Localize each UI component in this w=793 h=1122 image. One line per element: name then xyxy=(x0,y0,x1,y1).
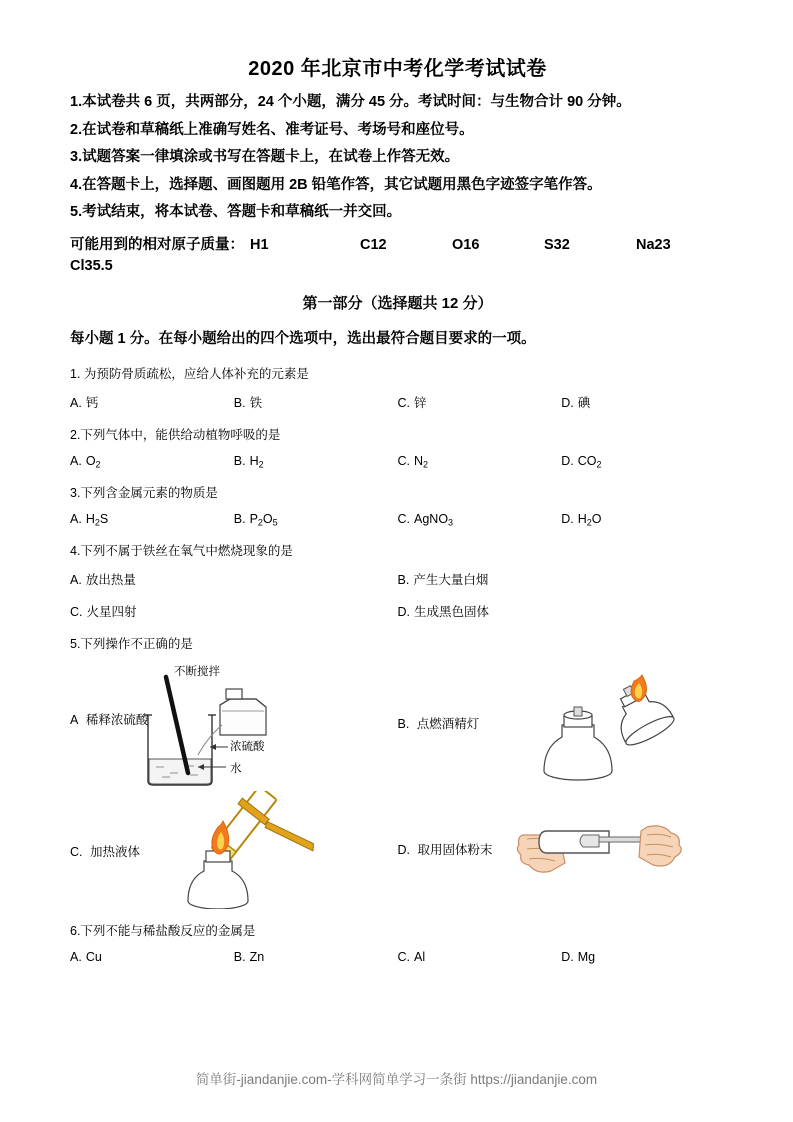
question-6-options xyxy=(70,950,725,964)
option-letter: C. xyxy=(397,950,410,964)
option-letter: D. xyxy=(561,511,574,526)
option-5-b[interactable] xyxy=(398,663,726,791)
question-5-figure-grid xyxy=(70,663,725,909)
question-3 xyxy=(70,483,725,527)
option-4-c[interactable] xyxy=(70,602,398,620)
option-1-b[interactable] xyxy=(234,393,398,411)
option-letter: A. xyxy=(70,573,82,587)
option-text-tail: S xyxy=(99,511,109,526)
option-letter: A. xyxy=(70,395,82,410)
option-4-a[interactable] xyxy=(70,570,398,588)
question-3-stem: 3.下列含金属元素的物质是 xyxy=(70,485,218,500)
option-letter: A. xyxy=(70,950,82,964)
option-subscript: 2 xyxy=(94,517,100,527)
option-subscript: 2 xyxy=(95,458,101,469)
option-letter: D. xyxy=(561,395,574,410)
question-4-options-row-1 xyxy=(70,570,725,588)
option-letter: C. xyxy=(397,395,410,410)
instruction-line-1: 1.本试卷共 6 页，共两部分，24 个小题，满分 45 分。考试时间：与生物合计 90 分钟。 xyxy=(70,94,631,110)
question-4-stem: 4.下列不属于铁丝在氧气中燃烧现象的是 xyxy=(70,544,293,558)
option-letter: C. xyxy=(70,605,83,619)
instruction-line-2: 2.在试卷和草稿纸上准确写姓名、准考证号、考场号和座位号。 xyxy=(70,121,474,138)
option-1-d[interactable] xyxy=(561,393,725,411)
option-2-b[interactable] xyxy=(234,454,398,469)
option-letter: D. xyxy=(397,605,410,619)
option-text: Al xyxy=(414,950,426,964)
option-text: 锌 xyxy=(414,395,427,410)
option-6-a[interactable] xyxy=(70,950,234,964)
option-text: Mg xyxy=(577,950,596,964)
document-content xyxy=(70,52,725,978)
option-text: Cu xyxy=(85,950,102,964)
option-text: O xyxy=(85,453,96,468)
option-3-a[interactable] xyxy=(70,512,234,527)
option-text: AgNO xyxy=(414,511,449,526)
option-subscript: 2 xyxy=(596,458,602,469)
option-6-d[interactable] xyxy=(561,950,725,964)
concentrated-acid-label: 浓硫酸 xyxy=(230,741,265,753)
option-subscript: 2 xyxy=(257,517,263,527)
question-4-options-row-2 xyxy=(70,602,725,620)
option-letter: D. xyxy=(561,453,574,468)
option-text: H xyxy=(577,511,587,526)
option-text: P xyxy=(249,511,258,526)
option-letter: B. xyxy=(397,717,410,731)
option-text: 放出热量 xyxy=(85,573,136,587)
option-subscript: 3 xyxy=(448,517,454,527)
atomic-mass-o: O16 xyxy=(452,236,480,253)
option-subscript-2: 5 xyxy=(272,517,278,527)
heating-liquid-figure xyxy=(70,791,398,909)
option-text: H xyxy=(85,511,95,526)
option-subscript: 2 xyxy=(423,458,429,469)
part-title: 第一部分（选择题共 12 分） xyxy=(302,294,493,312)
option-letter: B. xyxy=(233,395,246,410)
heating-liquid-illustration xyxy=(130,791,380,909)
option-3-c[interactable] xyxy=(398,512,562,527)
option-letter: C. xyxy=(397,453,410,468)
option-letter: D. xyxy=(397,843,410,857)
option-letter: B. xyxy=(233,950,246,964)
page-title: 2020 年北京市中考化学考试试卷 xyxy=(248,58,547,80)
option-text: 点燃酒精灯 xyxy=(416,717,480,731)
atomic-mass-line-2: Cl35.5 xyxy=(70,257,113,274)
question-4 xyxy=(70,541,725,620)
option-4-b[interactable] xyxy=(398,570,726,588)
alcohol-lamp-illustration xyxy=(508,663,758,791)
atomic-mass-na: Na23 xyxy=(636,236,671,253)
option-6-b[interactable] xyxy=(234,950,398,964)
option-text: 火星四射 xyxy=(86,605,137,619)
option-text: 产生大量白烟 xyxy=(413,573,489,587)
question-6 xyxy=(70,921,725,964)
option-subscript: 2 xyxy=(586,517,592,527)
atomic-mass-line xyxy=(70,233,725,254)
question-5-row-1 xyxy=(70,663,725,791)
option-5-d[interactable] xyxy=(398,791,726,909)
option-letter: A. xyxy=(70,511,82,526)
option-text: N xyxy=(414,453,424,468)
solid-powder-illustration xyxy=(513,791,763,909)
option-3-d[interactable] xyxy=(561,512,725,527)
option-4-d[interactable] xyxy=(398,602,726,620)
option-text: 加热液体 xyxy=(89,845,140,859)
section-note: 每小题 1 分。在每小题给出的四个选项中，选出最符合题目要求的一项。 xyxy=(70,330,536,347)
option-text-tail: O xyxy=(262,511,273,526)
option-1-c[interactable] xyxy=(398,393,562,411)
question-5 xyxy=(70,634,725,909)
question-1-stem: 1. 为预防骨质疏松，应给人体补充的元素是 xyxy=(70,366,309,381)
option-text: 碘 xyxy=(577,395,591,410)
atomic-mass-c: C12 xyxy=(360,236,387,253)
footer-watermark: 简单街-jiandanjie.com-学科网简单学习一条街 https://jiandanjie.com xyxy=(195,1072,598,1087)
option-2-a[interactable] xyxy=(70,454,234,469)
dilute-acid-figure xyxy=(70,663,398,791)
question-2-stem: 2.下列气体中，能供给动植物呼吸的是 xyxy=(70,427,281,442)
solid-powder-figure xyxy=(398,791,726,909)
atomic-mass-h: H1 xyxy=(250,236,269,253)
instruction-line-3: 3.试题答案一律填涂或书写在答题卡上，在试卷上作答无效。 xyxy=(70,149,460,165)
option-text: CO xyxy=(577,453,597,468)
option-text: 钙 xyxy=(85,395,99,410)
option-5-c[interactable] xyxy=(70,791,398,909)
option-letter: A. xyxy=(70,453,82,468)
option-letter: D. xyxy=(561,950,574,964)
option-text: 稀释浓硫酸 xyxy=(85,713,149,727)
stir-label: 不断搅拌 xyxy=(174,666,220,678)
question-5-row-2 xyxy=(70,791,725,909)
option-1-a[interactable] xyxy=(70,393,234,411)
option-letter: C. xyxy=(397,511,410,526)
option-letter: B. xyxy=(397,573,410,587)
option-text: H xyxy=(249,453,259,468)
question-1-options xyxy=(70,393,725,411)
option-text-tail: O xyxy=(591,511,602,526)
option-text: 生成黑色固体 xyxy=(414,605,490,619)
atomic-mass-label: 可能用到的相对原子质量： xyxy=(70,236,244,253)
atomic-mass-s: S32 xyxy=(544,236,570,253)
option-5-a[interactable] xyxy=(70,663,398,791)
option-text: 铁 xyxy=(249,395,263,410)
option-subscript: 2 xyxy=(258,458,264,469)
instruction-line-4: 4.在答题卡上，选择题、画图题用 2B 铅笔作答，其它试题用黑色字迹签字笔作答。 xyxy=(70,176,602,193)
question-2 xyxy=(70,425,725,469)
option-3-b[interactable] xyxy=(234,512,398,527)
option-letter: A xyxy=(70,713,79,727)
option-letter: B. xyxy=(233,453,246,468)
question-6-stem: 6.下列不能与稀盐酸反应的金属是 xyxy=(70,924,256,938)
option-2-d[interactable] xyxy=(561,454,725,469)
question-3-options xyxy=(70,512,725,527)
option-letter: B. xyxy=(233,511,246,526)
option-2-c[interactable] xyxy=(398,454,562,469)
question-1 xyxy=(70,364,725,411)
option-text: 取用固体粉末 xyxy=(417,843,493,857)
dilute-acid-illustration xyxy=(70,663,320,791)
alcohol-lamp-figure xyxy=(398,663,726,791)
question-2-options xyxy=(70,454,725,469)
option-6-c[interactable] xyxy=(398,950,562,964)
water-label: 水 xyxy=(230,763,242,775)
instruction-line-5: 5.考试结束，将本试卷、答题卡和草稿纸一并交回。 xyxy=(70,204,402,220)
option-text: Zn xyxy=(249,950,265,964)
option-letter: C. xyxy=(70,845,83,859)
question-5-stem: 5.下列操作不正确的是 xyxy=(70,637,193,651)
